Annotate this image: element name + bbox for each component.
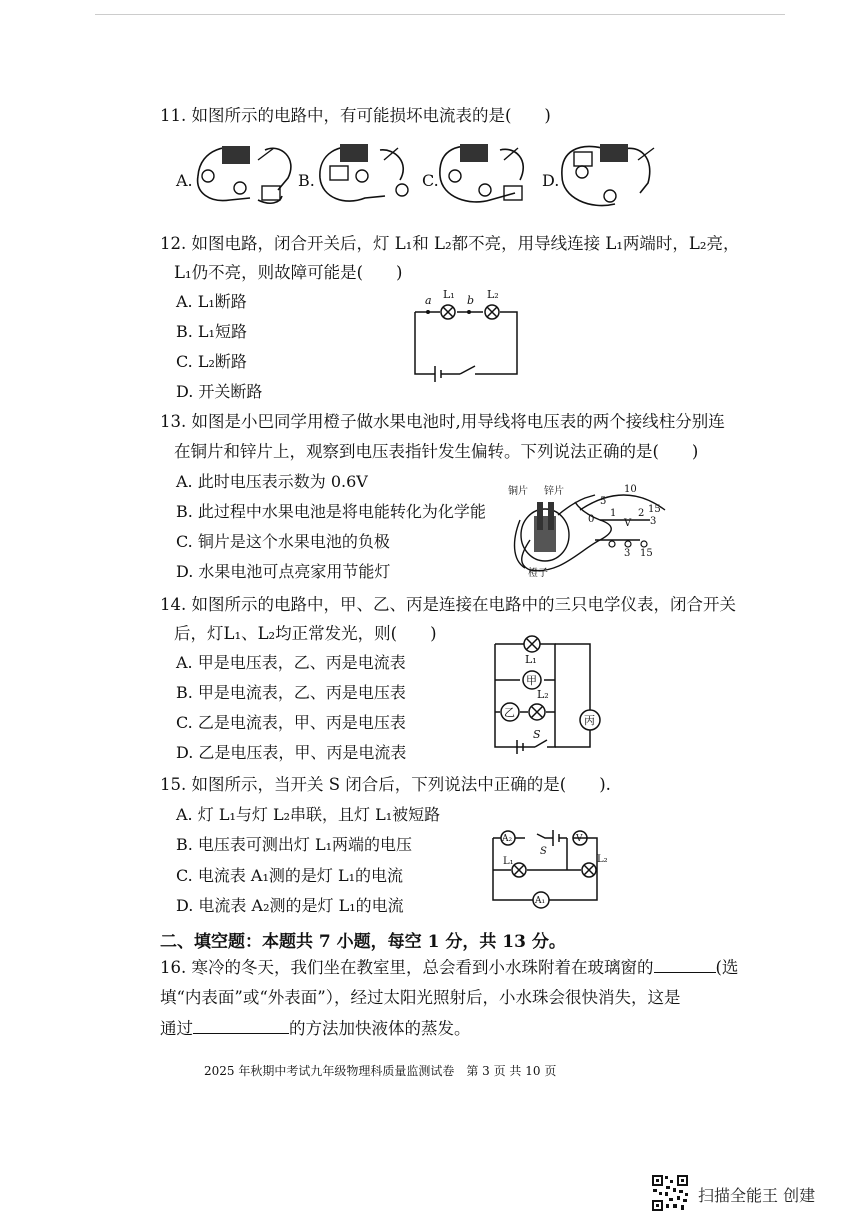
- q14-stem-line2: 后，灯L₁、L₂均正常发光，则( ): [174, 624, 437, 643]
- q13-fig-t1: 1: [610, 508, 617, 519]
- q15-option-d: D. 电流表 A₂测的是灯 L₁的电流: [176, 896, 404, 915]
- q13-option-d: D. 水果电池可点亮家用节能灯: [176, 562, 391, 581]
- q11-circuit-figures: [170, 138, 680, 218]
- q15-fig-s: S: [540, 846, 547, 857]
- q11-label-b: B.: [298, 171, 315, 190]
- q16-line1: [160, 953, 738, 983]
- q16-line1-tail: (选: [715, 958, 739, 977]
- q16-blank-2[interactable]: [193, 1015, 289, 1034]
- q15-fig-a2: A₂: [502, 834, 513, 844]
- q12-fig-l2: L₂: [487, 288, 499, 301]
- q13-fruit-battery-diagram: [500, 480, 680, 580]
- q13-fig-t2: 2: [638, 508, 645, 519]
- q14-option-c: C. 乙是电流表，甲、丙是电压表: [176, 713, 406, 732]
- q13-stem-line1: 13. 如图是小巴同学用橙子做水果电池时,用导线将电压表的两个接线柱分别连: [160, 412, 725, 431]
- q11-label-c: C.: [422, 171, 439, 190]
- q13-fig-v: V: [624, 518, 632, 529]
- q15-fig-l1: L₁: [503, 856, 514, 867]
- q16-line3: [160, 1014, 471, 1044]
- q11-label-d: D.: [542, 171, 560, 190]
- q12-stem-line2: L₁仍不亮，则故障可能是( ): [174, 263, 403, 282]
- q14-fig-s: S: [533, 728, 541, 741]
- q12-option-b: B. L₁短路: [176, 322, 247, 341]
- q15-option-b: B. 电压表可测出灯 L₁两端的电压: [176, 835, 413, 854]
- q12-fig-l1: L₁: [443, 288, 455, 301]
- q15-option-c: C. 电流表 A₁测的是灯 L₁的电流: [176, 866, 404, 885]
- q14-stem-line1: 14. 如图所示的电路中，甲、乙、丙是连接在电路中的三只电学仪表，闭合开关: [160, 595, 736, 614]
- q14-fig-l1: L₁: [525, 653, 537, 666]
- q16-line3-text: 通过: [160, 1019, 193, 1038]
- q14-fig-l2: L₂: [537, 688, 549, 701]
- q13-fig-copper: 铜片: [508, 486, 528, 497]
- q15-circuit-diagram: [485, 820, 610, 912]
- q14-fig-yi: 乙: [504, 706, 515, 719]
- q12-stem-line1: 12. 如图电路，闭合开关后，灯 L₁和 L₂都不亮，用导线连接 L₁两端时，L₂亮，: [160, 234, 740, 253]
- q11-stem: 11. 如图所示的电路中，有可能损坏电流表的是( ): [160, 106, 551, 125]
- q15-stem: 15. 如图所示，当开关 S 闭合后，下列说法中正确的是( ).: [160, 775, 611, 794]
- q14-option-b: B. 甲是电流表，乙、丙是电压表: [176, 683, 406, 702]
- q15-fig-l2: L₂: [597, 854, 608, 865]
- q13-fig-t0: 0: [588, 514, 595, 525]
- q14-circuit-diagram: [485, 632, 610, 757]
- q16-line1-text: 16. 寒冷的冬天，我们坐在教室里，总会看到小水珠附着在玻璃窗的: [160, 958, 654, 977]
- q13-fig-orange: 橙子: [528, 568, 548, 579]
- q12-fig-b: b: [467, 294, 475, 307]
- q13-option-a: A. 此时电压表示数为 0.6V: [176, 472, 368, 491]
- q13-option-c: C. 铜片是这个水果电池的负极: [176, 532, 390, 551]
- q13-fig-term3: 3: [624, 548, 631, 559]
- q15-option-a: A. 灯 L₁与灯 L₂串联，且灯 L₁被短路: [176, 805, 441, 824]
- q13-option-b: B. 此过程中水果电池是将电能转化为化学能: [176, 502, 486, 521]
- q12-fig-a: a: [425, 294, 432, 307]
- q12-option-a: A. L₁断路: [176, 292, 247, 311]
- q11-label-a: A.: [176, 171, 193, 190]
- q13-fig-zinc: 锌片: [544, 486, 564, 497]
- q16-blank-1[interactable]: [654, 954, 716, 973]
- q14-fig-jia: 甲: [526, 674, 537, 687]
- qr-code-icon: [651, 1174, 689, 1212]
- q12-option-d: D. 开关断路: [176, 382, 263, 401]
- q12-circuit-diagram: [405, 286, 530, 386]
- q13-fig-t3: 3: [650, 516, 657, 527]
- q14-option-a: A. 甲是电压表，乙、丙是电流表: [176, 653, 406, 672]
- page-footer: 2025 年秋期中考试九年级物理科质量监测试卷 第 3 页 共 10 页: [204, 1064, 557, 1078]
- q13-stem-line2: 在铜片和锌片上，观察到电压表指针发生偏转。下列说法正确的是( ): [174, 442, 699, 461]
- top-edge-line: [95, 14, 785, 15]
- q12-option-c: C. L₂断路: [176, 352, 247, 371]
- q14-option-d: D. 乙是电压表，甲、丙是电流表: [176, 743, 407, 762]
- q13-fig-t5: 5: [600, 496, 607, 507]
- q15-fig-a1: A₁: [535, 896, 546, 906]
- q13-fig-t15: 15: [648, 504, 661, 515]
- q16-line3-tail: 的方法加快液体的蒸发。: [289, 1019, 471, 1038]
- q16-line2: 填“内表面”或“外表面”），经过太阳光照射后，小水珠会很快消失，这是: [160, 988, 681, 1007]
- scanner-watermark: 扫描全能王 创建: [698, 1186, 816, 1205]
- section-fill-in-blank-heading: 二、填空题：本题共 7 小题，每空 1 分，共 13 分。: [160, 932, 566, 952]
- q13-fig-t10: 10: [624, 484, 637, 495]
- q14-fig-bing: 丙: [584, 714, 595, 727]
- q15-fig-v: V: [576, 834, 583, 844]
- q13-fig-term15: 15: [640, 548, 653, 559]
